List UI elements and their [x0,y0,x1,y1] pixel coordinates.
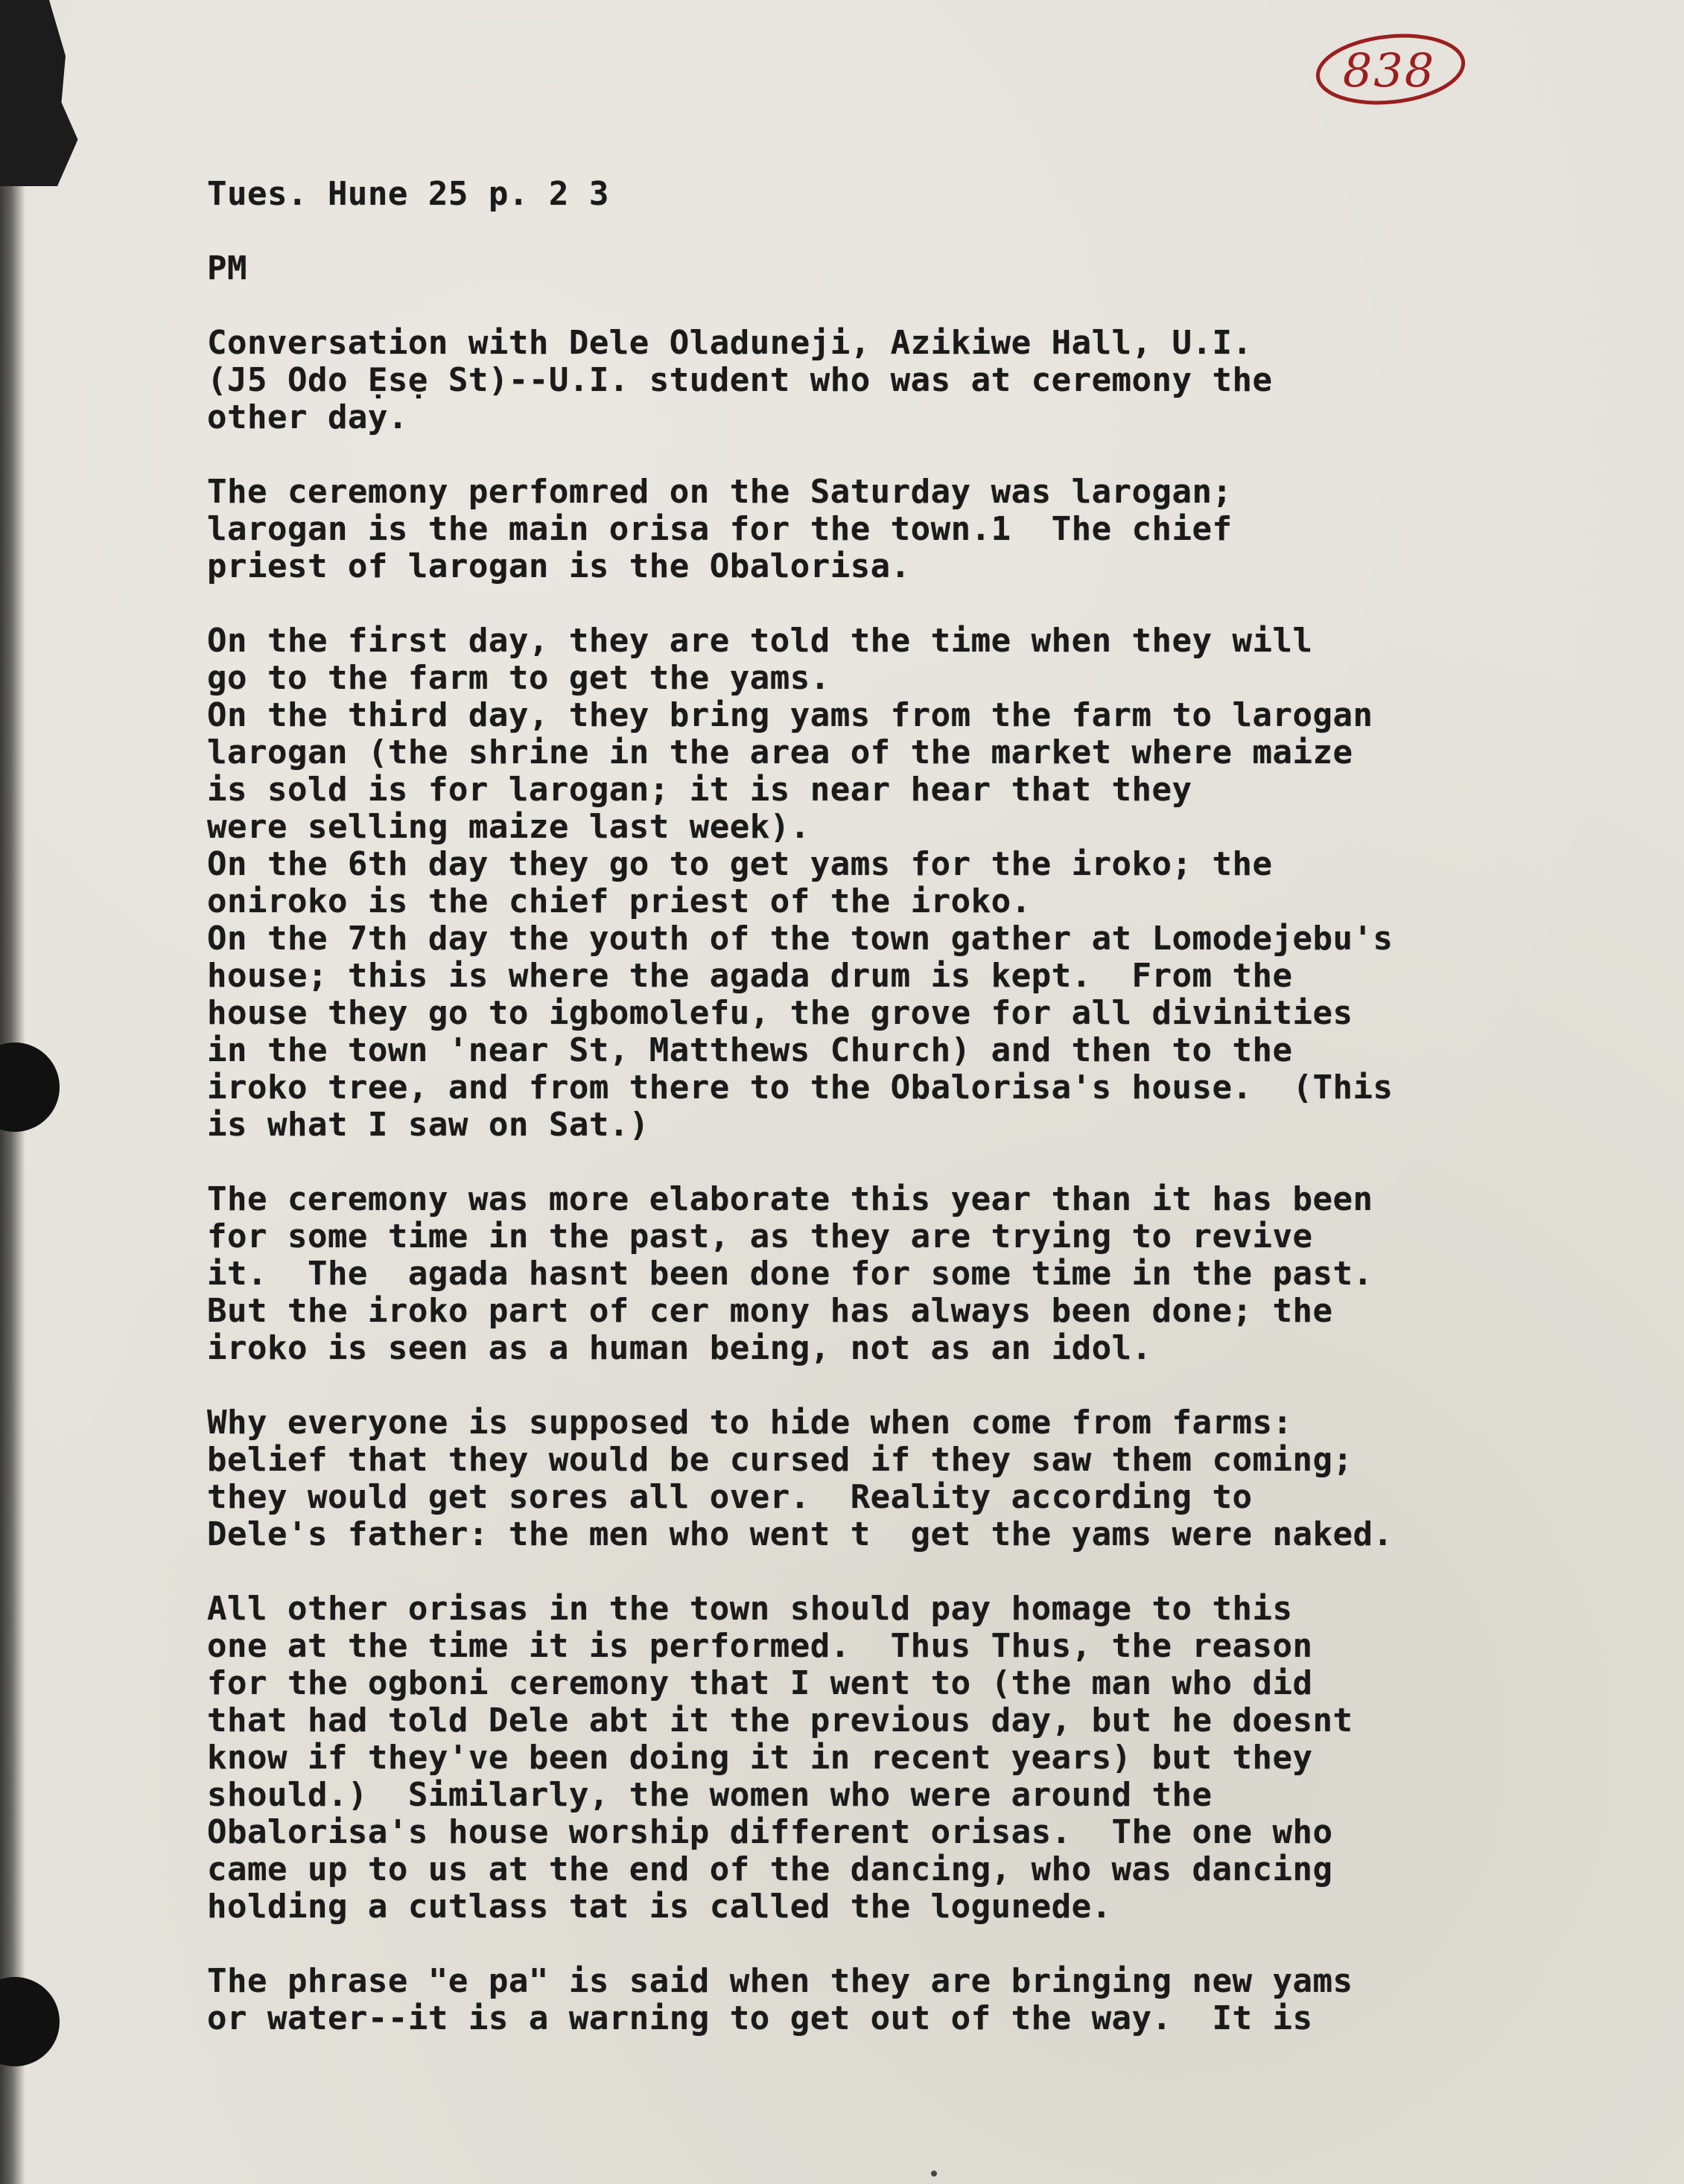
text-line: they would get sores all over. Reality according to [207,1478,1253,1516]
text-line: All other orisas in the town should pay homage to this [207,1590,1293,1628]
typewritten-text [207,176,1622,2037]
page-number-stamp [1315,28,1471,110]
text-line: in the town 'near St, Matthews Church) and then to the [207,1031,1293,1069]
punch-hole-lower [0,1977,60,2066]
paragraph-e-pa [207,1963,1622,2037]
text-line: But the iroko part of cer mony has always been done; the [207,1292,1333,1330]
text-line: larogan is the main orisa for the town.1 The chief [207,510,1233,548]
text-line: came up to us at the end of the dancing, who was dancing [207,1850,1333,1888]
text-line: house; this is where the agada drum is kept. From the [207,957,1293,995]
text-line: oniroko is the chief priest of the iroko. [207,882,1032,920]
text-line: Why everyone is supposed to hide when come from farms: [207,1404,1293,1442]
text-line: The ceremony perfomred on the Saturday was larogan; [207,473,1233,511]
text-line: one at the time it is performed. Thus Thus, the reason [207,1627,1313,1665]
text-line: larogan (the shrine in the area of the market where maize [207,733,1353,771]
punch-hole-upper [0,1042,60,1132]
text-line: iroko is seen as a human being, not as an idol. [207,1329,1152,1367]
paragraph-conversation [207,325,1622,436]
text-line: or water--it is a warning to get out of the way. It is [207,1999,1313,2037]
paragraph-elaborate [207,1181,1622,1367]
text-line: The ceremony was more elaborate this year than it has been [207,1180,1373,1218]
text-line: iroko tree, and from there to the Obalorisa's house. (This [207,1069,1394,1107]
text-line: On the third day, they bring yams from the farm to larogan [207,696,1373,734]
text-line: that had told Dele abt it the previous day, but he doesnt [207,1701,1353,1739]
paragraph-ceremony [207,474,1622,585]
text-line: On the first day, they are told the time when they will [207,622,1313,660]
text-line: On the 7th day the youth of the town gather at Lomodejebu's [207,920,1394,958]
text-line: On the 6th day they go to get yams for the iroko; the [207,845,1273,883]
text-line: Dele's father: the men who went t get the yams were naked. [207,1515,1394,1553]
text-line: for some time in the past, as they are trying to revive [207,1217,1313,1255]
text-line: is what I saw on Sat.) [207,1106,649,1144]
text-line: holding a cutlass tat is called the logunede. [207,1888,1112,1926]
author-initials: PM [207,249,247,287]
text-line: belief that they would be cursed if they saw them coming; [207,1441,1353,1479]
text-line: Obalorisa's house worship different orisas. The one who [207,1813,1333,1851]
text-line: Conversation with Dele Oladuneji, Azikiwe Hall, U.I. [207,324,1253,362]
text-line: priest of larogan is the Obalorisa. [207,547,911,585]
text-line: it. The agada hasnt been done for some time in the past. [207,1255,1373,1293]
torn-corner [0,0,82,186]
page-number: 838 [1342,43,1436,98]
text-line: were selling maize last week). [207,808,810,846]
paragraph-orisas [207,1591,1622,1926]
paragraph-days [207,623,1622,1144]
page-mark [931,2171,937,2177]
date-line: Tues. Hune 25 p. 2 3 [207,175,609,213]
paragraph-hide [207,1404,1622,1553]
text-line: know if they've been doing it in recent years) but they [207,1739,1313,1777]
text-line: go to the farm to get the yams. [207,659,830,697]
text-line: is sold is for larogan; it is near hear that they [207,771,1192,809]
text-line: The phrase "e pa" is said when they are bringing new yams [207,1962,1353,2000]
text-line: should.) Similarly, the women who were around the [207,1776,1213,1814]
text-line: other day. [207,398,408,436]
text-line: (J5 Odo Ẹsẹ St)--U.I. student who was at ceremony the [207,361,1273,399]
text-line: for the ogboni ceremony that I went to (the man who did [207,1664,1313,1702]
text-line: house they go to igbomolefu, the grove for all divinities [207,994,1353,1032]
